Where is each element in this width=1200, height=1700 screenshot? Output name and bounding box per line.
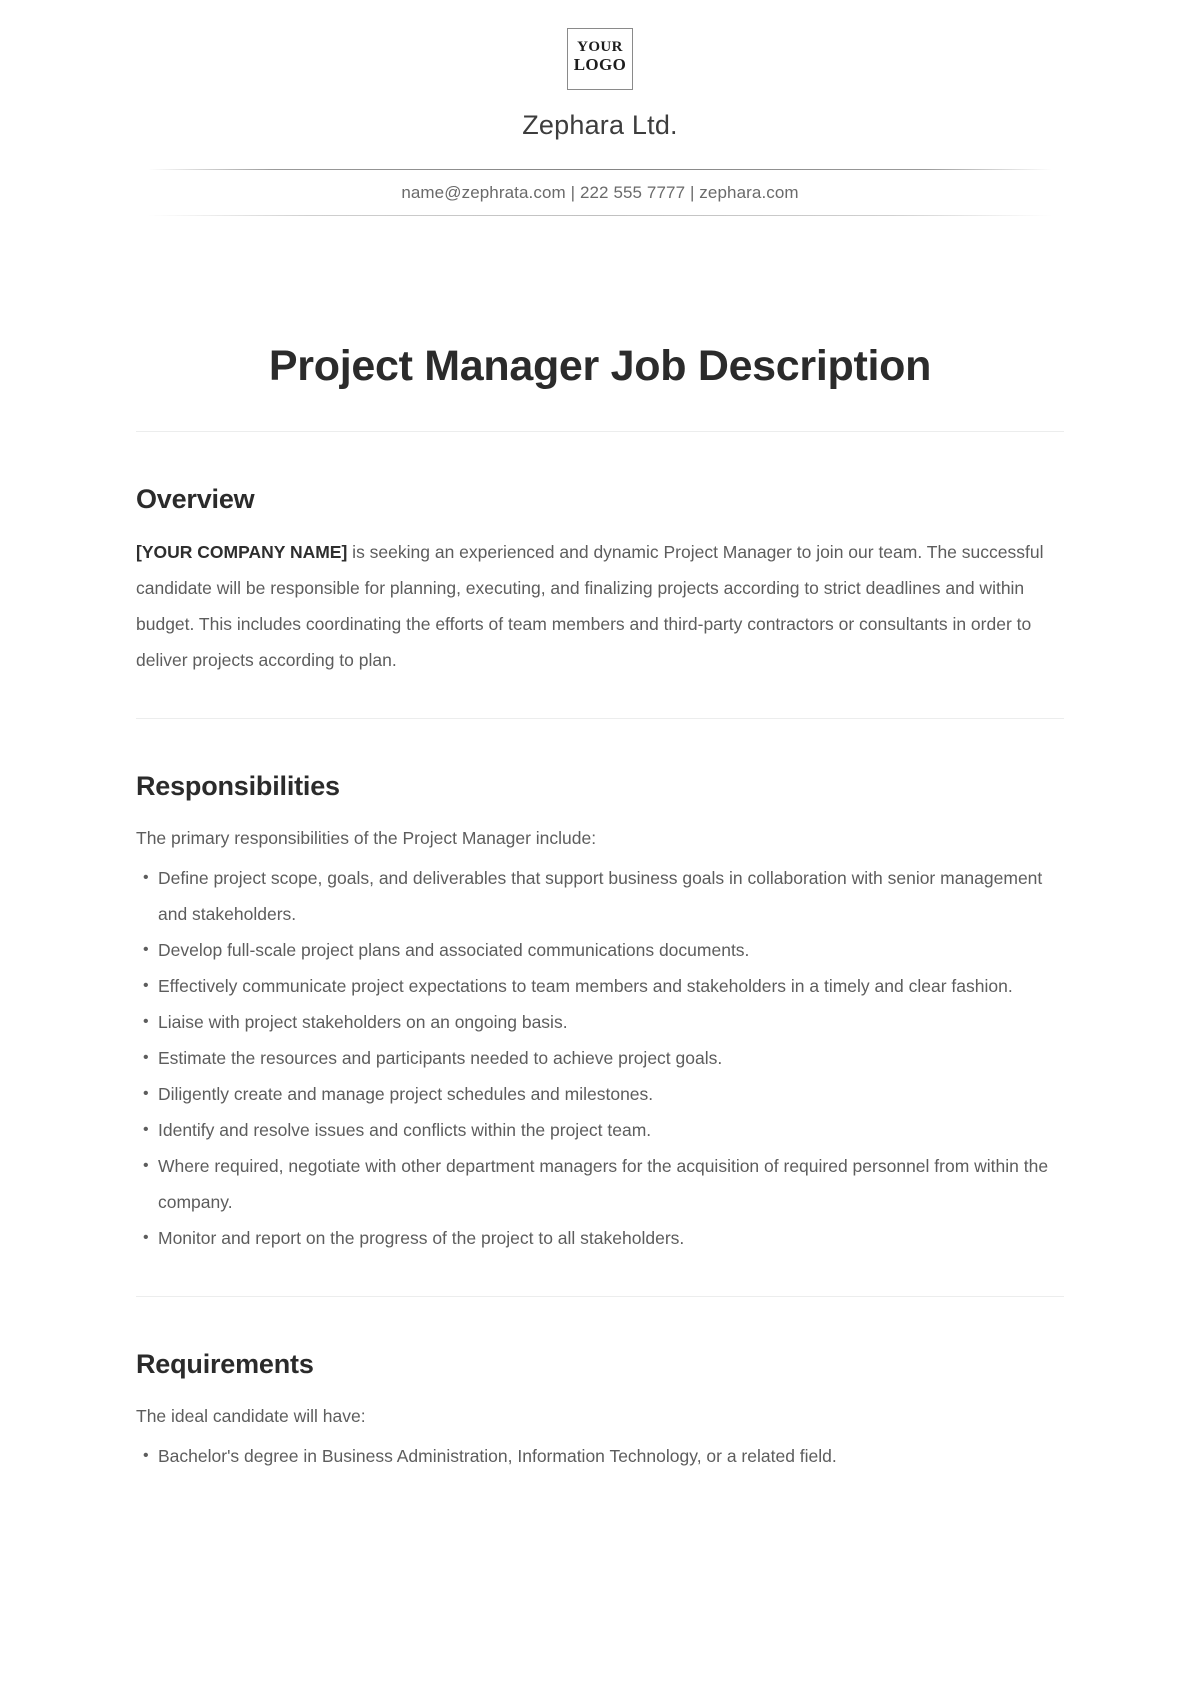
- list-item: • Liaise with project stakeholders on an ongoing basis.: [136, 1004, 1064, 1040]
- spacer: [136, 1256, 1064, 1296]
- list-item: • Develop full-scale project plans and associated communications documents.: [136, 932, 1064, 968]
- document-body-2: [136, 719, 1064, 1296]
- list-item: • Bachelor's degree in Business Administration, Information Technology, or a related field.: [136, 1438, 1064, 1474]
- list-item: • Diligently create and manage project schedules and milestones.: [136, 1076, 1064, 1112]
- responsibilities-intro: The primary responsibilities of the Project Manager include:: [136, 828, 597, 848]
- contact-block: [148, 169, 1052, 216]
- overview-paragraph: [136, 515, 1064, 678]
- list-item: • Identify and resolve issues and conflicts within the project team.: [136, 1112, 1064, 1148]
- logo-text-line-1: YOUR: [577, 39, 623, 55]
- section-heading-overview: Overview: [136, 484, 255, 514]
- document-body: [136, 432, 1064, 718]
- contact-divider-bottom: [148, 215, 1052, 216]
- list-item: • Estimate the resources and participants needed to achieve project goals.: [136, 1040, 1064, 1076]
- company-name: Zephara Ltd.: [522, 110, 678, 140]
- logo-placeholder: [567, 28, 633, 90]
- list-item: • Monitor and report on the progress of the project to all stakeholders.: [136, 1220, 1064, 1256]
- section-overview: [136, 432, 1064, 678]
- responsibilities-list: [136, 854, 1064, 1256]
- company-name-placeholder: [YOUR COMPANY NAME]: [136, 542, 348, 562]
- list-item: • Effectively communicate project expectations to team members and stakeholders in a timely and clear fashion.: [136, 968, 1064, 1004]
- list-item: • Where required, negotiate with other department managers for the acquisition of required personnel from within the company.: [136, 1148, 1064, 1220]
- document-header: [0, 0, 1200, 216]
- section-heading-requirements: Requirements: [136, 1349, 314, 1379]
- requirements-list: [136, 1432, 1064, 1474]
- section-requirements: [136, 1297, 1064, 1474]
- logo-text-line-2: LOGO: [573, 55, 627, 75]
- page-title: Project Manager Job Description: [268, 342, 932, 390]
- requirements-intro: The ideal candidate will have:: [136, 1406, 366, 1426]
- list-item: • Define project scope, goals, and deliverables that support business goals in collaboration with senior management and stakeholders.: [136, 860, 1064, 932]
- document-body-3: [136, 1297, 1064, 1474]
- section-responsibilities: [136, 719, 1064, 1256]
- section-heading-responsibilities: Responsibilities: [136, 771, 340, 801]
- contact-info: name@zephrata.com | 222 555 7777 | zephara.com: [401, 183, 799, 202]
- spacer: [136, 678, 1064, 718]
- overview-body-text: is seeking an experienced and dynamic Project Manager to join our team. The successful candidate will be responsible for planning, executing, and finalizing projects according to strict deadlines and within budget. This includes coordinating the efforts of team members and third-party contractors or consultants in order to deliver projects according to plan.: [136, 542, 1044, 670]
